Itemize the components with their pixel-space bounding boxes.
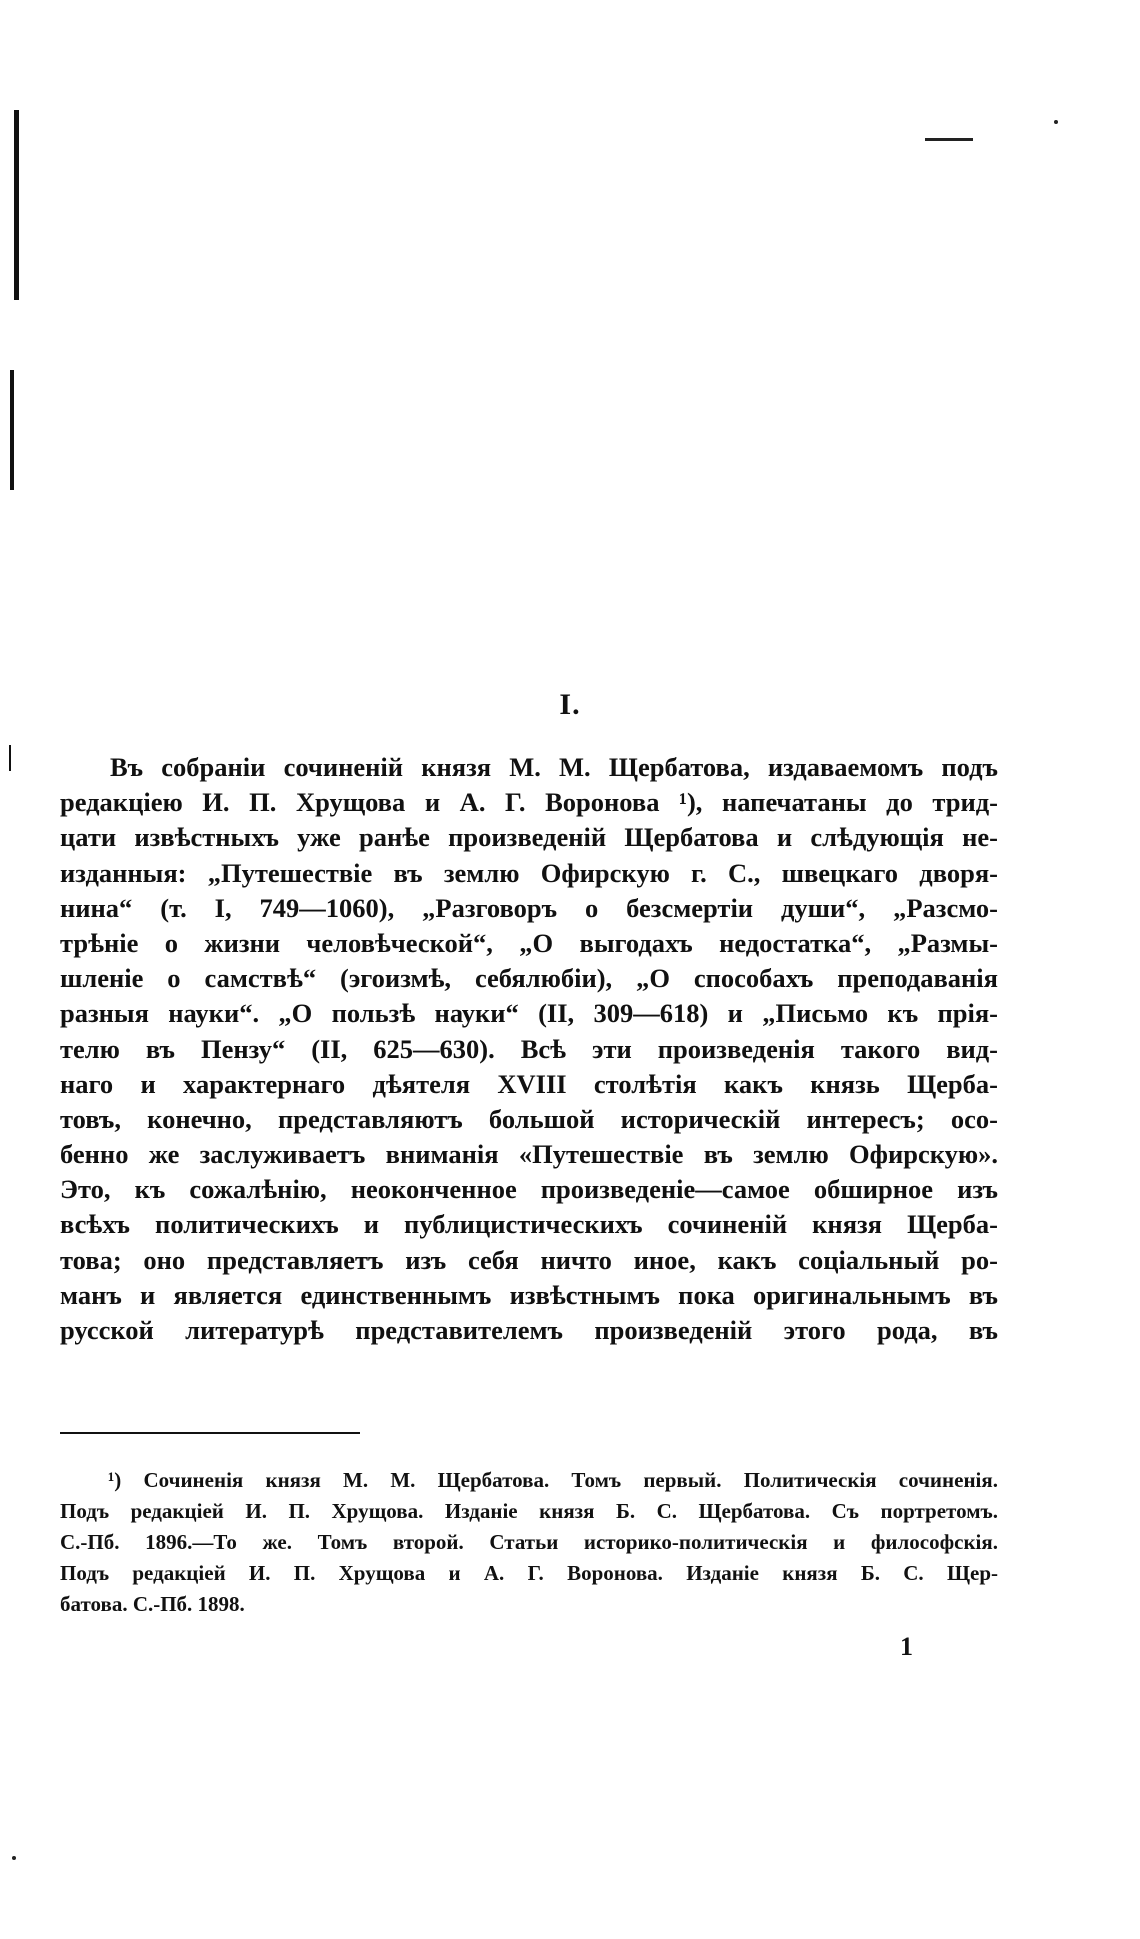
scan-edge-mark (9, 745, 11, 771)
text-line: цати извѣстныхъ уже ранѣе произведеній Щербатова и слѣдующія не- (60, 822, 998, 853)
page-number: 1 (900, 1632, 913, 1661)
scan-edge-mark (14, 110, 19, 300)
text-line: това; оно представляетъ изъ себя ничто иное, какъ соціальный ро- (60, 1244, 998, 1275)
footnote-line: Подъ редакціей И. П. Хрущова и А. Г. Воронова. Изданіе князя Б. С. Щер- (60, 1561, 998, 1585)
body-paragraph (60, 750, 998, 1348)
footnote-line: С.-Пб. 1896.—То же. Томъ второй. Статьи историко-политическія и философскія. (60, 1530, 998, 1554)
text-line: бенно же заслуживаетъ вниманія «Путешествіе въ землю Офирскую». (60, 1139, 998, 1170)
text-line: наго и характернаго дѣятеля XVIII столѣтія какъ князь Щерба- (60, 1068, 998, 1099)
text-line: манъ и является единственнымъ извѣстнымъ пока оригинальнымъ въ (60, 1279, 998, 1310)
section-heading: I. (559, 688, 581, 721)
footnote-line: батова. С.-Пб. 1898. (60, 1592, 245, 1616)
text-line: русской литературѣ представителемъ произведеній этого рода, въ (60, 1315, 998, 1345)
scan-edge-mark (10, 370, 14, 490)
scan-speck (1054, 120, 1058, 124)
text-line: нина“ (т. I, 749—1060), „Разговоръ о безсмертіи души“, „Разсмо- (60, 892, 998, 923)
text-line: трѣніе о жизни человѣческой“, „О выгодахъ недостатка“, „Размы- (60, 927, 998, 958)
footnote-separator (60, 1432, 360, 1434)
text-line: редакціею И. П. Хрущова и А. Г. Воронова ¹), напечатаны до трид- (60, 787, 998, 818)
footnote-line: Подъ редакціей И. П. Хрущова. Изданіе князя Б. С. Щербатова. Съ портретомъ. (60, 1499, 998, 1523)
text-line: всѣхъ политическихъ и публицистическихъ сочиненій князя Щерба- (60, 1209, 998, 1240)
footnote-line: ¹) Сочиненія князя М. М. Щербатова. Томъ первый. Политическія сочиненія. (108, 1468, 998, 1492)
text-line: Въ собраніи сочиненій князя М. М. Щербатова, издаваемомъ подъ (110, 752, 998, 782)
text-line: товъ, конечно, представляютъ большой историческій интересъ; осо- (60, 1103, 998, 1134)
footnote (60, 1465, 998, 1620)
text-line: шленіе о самствѣ“ (эгоизмѣ, себялюбіи), „О способахъ преподаванія (60, 963, 998, 994)
text-line: разныя науки“. „О пользѣ науки“ (II, 309—618) и „Письмо къ прія- (60, 998, 998, 1029)
scan-speck (12, 1856, 16, 1860)
text-line: телю въ Пензу“ (II, 625—630). Всѣ эти произведенія такого вид- (60, 1033, 998, 1064)
scan-dash-mark (925, 138, 973, 141)
text-line: Это, къ сожалѣнію, неоконченное произведеніе—самое обширное изъ (60, 1174, 998, 1205)
text-line: изданныя: „Путешествіе въ землю Офирскую г. С., швецкаго дворя- (60, 857, 998, 888)
